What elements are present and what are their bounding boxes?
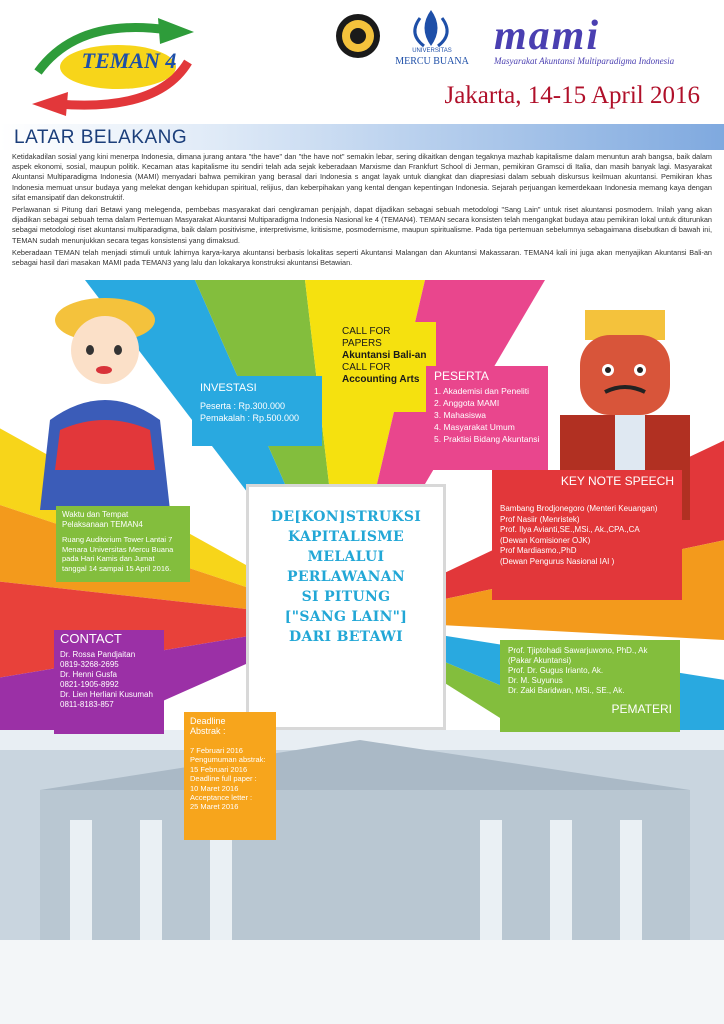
contact-line: 0811-8183-857 — [60, 700, 114, 709]
deadline-line: 7 Februari 2016 — [190, 746, 243, 755]
main-theme-box — [246, 484, 446, 730]
list-item: Prof. Tjiptohadi Sawarjuwono, PhD., Ak — [508, 646, 648, 655]
call-line: CALL FOR PAPERS — [342, 326, 391, 349]
theme-line: MELALUI — [307, 549, 385, 565]
theme-line: PERLAWANAN — [287, 569, 405, 585]
deadline-line: Acceptance letter : — [190, 793, 253, 803]
waktu-line: pada Hari Kamis dan Jumat — [62, 554, 155, 563]
contact-box — [54, 630, 164, 734]
event-date: Jakarta, 14-15 April 2016 — [444, 82, 700, 109]
deadline-line: Pengumuman abstrak: — [190, 755, 266, 765]
list-item: Prof. Ilya Avianti,SE.,MSi., Ak.,CPA.,CA — [500, 525, 640, 534]
list-item: Dr. M. Suyunus — [508, 676, 563, 685]
call-line: Accounting Arts — [342, 374, 420, 385]
list-item: Prof Mardiasmo.,PhD — [500, 546, 577, 555]
call-for-papers-box — [336, 322, 436, 412]
paragraph: Keberadaan TEMAN telah menjadi stimuli untuk lahirnya karya-karya akuntansi berbasis lokalitas seperti Akuntansi Malangan dan Akuntansi Makassaran. TEMAN4 kali ini juga akan menyajikan Akuntansi Bali-an sebagai hasil dari masakan MAMI pada TEMAN3 yang lalu dan lokakarya konstruksi akuntansi Betawian. — [12, 247, 712, 268]
list-item: (Dewan Komisioner OJK) — [500, 535, 591, 545]
latar-belakang-text — [12, 152, 712, 270]
deadline-line: Deadline full paper : — [190, 774, 257, 784]
pemateri-title: PEMATERI — [611, 702, 672, 716]
deadline-line: 10 Maret 2016 — [190, 783, 239, 793]
teman4-logo-text: TEMAN 4 — [81, 48, 177, 73]
universitas-brawijaya-emblem — [334, 12, 382, 60]
list-item: Bambang Brodjonegoro (Menteri Keuangan) — [500, 504, 658, 513]
contact-line: 0819-3268-2695 — [60, 660, 119, 669]
list-item: (Pakar Akuntansi) — [508, 656, 572, 665]
contact-title: CONTACT — [60, 631, 122, 646]
waktu-line: Menara Universitas Mercu Buana — [62, 544, 174, 554]
contact-line: Dr. Henni Gusfa — [60, 670, 117, 679]
theme-line: SI PITUNG — [301, 589, 391, 605]
investasi-box — [192, 376, 322, 446]
paragraph: Ketidakadilan sosial yang kini menerpa Indonesia, dimana jurang antara "the have" dan "the have not" semakin lebar, sering dikaitkan dengan tegaknya mazhab kapitalisme dalam menuntun arah bangsa, baik dalam aspek ekonomi, sosial, maupun politik. Kecaman atas kapitalisme itu sendiri telah ada sejak keberadaan Marxisme dan Frankfurt School di Jerman, pemikiran Gramsci di Italia, dan masih banyak lagi. Masyarakat Akuntansi Multiparadigma Indonesia (MAMI) menyadari bahwa pemikiran yang berasal dari Indonesia s angat layak untuk diangkat dan diapresiasi dalam sebuah diskursus keilmuan akuntansi. Pemikiran khas Indonesia memuat unsur budaya yang melekat dengan kehidupan spiritual, relijius, dan keberpihakan yang kental dengan kepentingan Indonesia. Sejarah perjuangan kemerdekaan Indonesia memang kaya dengan sifat emansipatif dan dekonstruktif. — [12, 152, 712, 202]
waktu-title: Pelaksanaan TEMAN4 — [62, 519, 143, 529]
list-item: Prof Nasiir (Menristek) — [500, 514, 580, 524]
list-item: Prof. Dr. Gugus Irianto, Ak. — [508, 666, 604, 675]
waktu-line: tanggal 14 sampai 15 April 2016. — [62, 563, 172, 573]
deadline-title: Deadline — [190, 716, 226, 726]
waktu-tempat-box — [56, 506, 190, 582]
investasi-line: Peserta : Rp.300.000 — [200, 401, 286, 411]
deadline-title: Abstrak : — [190, 726, 226, 736]
call-line: Akuntansi Bali-an — [342, 350, 427, 361]
list-item: 5. Praktisi Bidang Akuntansi — [434, 434, 540, 444]
pemateri-box — [500, 640, 680, 732]
deadline-line: 25 Maret 2016 — [190, 802, 239, 812]
investasi-title: INVESTASI — [200, 382, 257, 394]
list-item: Dr. Zaki Baridwan, MSi., SE., Ak. — [508, 686, 625, 695]
theme-line: DE[KON]STRUKSI — [270, 509, 422, 525]
mami-subtitle: Masyarakat Akuntansi Multiparadigma Indonesia — [494, 56, 675, 66]
waktu-title: Waktu dan Tempat — [62, 510, 129, 519]
contact-line: Dr. Rossa Pandjaitan — [60, 650, 136, 659]
list-item: 3. Mahasiswa — [434, 410, 486, 420]
deadline-box — [184, 712, 276, 840]
keynote-speech-box — [492, 470, 682, 600]
latar-belakang-title: LATAR BELAKANG — [14, 127, 188, 148]
woman-character-illustration — [20, 280, 180, 510]
list-item: 4. Masyarakat Umum — [434, 422, 515, 432]
theme-line: DARI BETAWI — [289, 629, 403, 645]
building-photo-background — [0, 730, 724, 1024]
peserta-box — [426, 366, 548, 470]
theme-line: ["SANG LAIN"] — [284, 609, 408, 625]
list-item: 1. Akademisi dan Peneliti — [434, 386, 529, 396]
investasi-line: Pemakalah : Rp.500.000 — [200, 413, 300, 423]
deadline-line: 15 Februari 2016 — [190, 764, 248, 774]
waktu-line: Ruang Auditorium Tower Lantai 7 — [62, 535, 173, 544]
contact-line: Dr. Lien Herliani Kusumah — [60, 690, 153, 699]
mercu-buana-name: MERCU BUANA — [395, 56, 469, 67]
paragraph: Perlawanan si Pitung dari Betawi yang melegenda, pembebas masyarakat dari cengkraman penjajah, dapat dijadikan sebagai sebuah metodologi "Sang Lain" untuk riset akuntansi posmodern. Inilah yang akan dijadikan sebagai sebuah tema dalam Pertemuan Masyarakat Akuntansi Multiparadigma Indonesia Nasional ke 4 (TEMAN4). TEMAN secara konsisten telah mengangkat budaya atau pemikiran lokal untuk diturunkan sebagai metodologi riset akuntansi multiparadigma, baik dalam positivisme, interpretivisme, kritisisme, posmodernisme, maupun spiritualisme. Pada tiga pertemuan sebelumnya sebagaimana disebutkan di bawah ini, TEMAN sudah menunjukkan secara tegas konsistensi yang dimaksud. — [12, 205, 712, 245]
mercu-buana-caption: UNIVERSITAS — [412, 48, 452, 54]
list-item: (Dewan Pengurus Nasional IAI ) — [500, 556, 615, 566]
list-item: 2. Anggota MAMI — [434, 398, 500, 408]
call-line: CALL FOR — [342, 362, 391, 373]
mami-logo: mami — [494, 13, 601, 59]
theme-line: KAPITALISME — [287, 529, 405, 545]
peserta-title: PESERTA — [434, 369, 489, 383]
contact-line: 0821-1905-8992 — [60, 680, 119, 689]
keynote-title: KEY NOTE SPEECH — [560, 474, 674, 488]
